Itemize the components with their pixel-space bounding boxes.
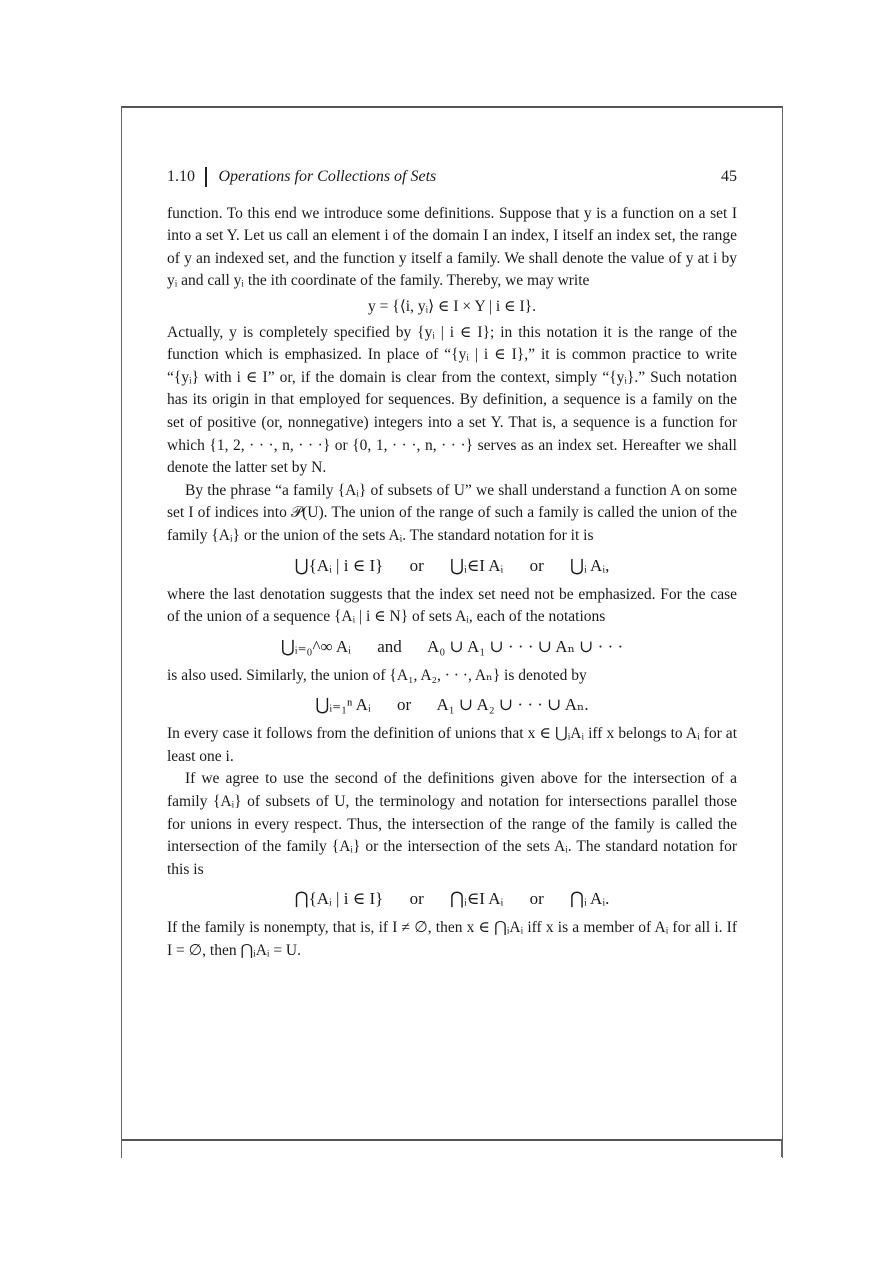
- paragraph-intersection-membership: If the family is nonempty, that is, if I ≠ ∅, then x ∈ ⋂ᵢAᵢ iff x is a member of Aᵢ for all i. If I = ∅, then ⋂ᵢAᵢ = U.: [167, 919, 737, 960]
- section-number: 1.10: [167, 168, 195, 185]
- or-word: or: [396, 695, 412, 715]
- union-notation-indexed: ⋃ᵢ∈I Aᵢ: [450, 555, 504, 575]
- union-notation-set: ⋃{Aᵢ | i ∈ I}: [294, 555, 384, 575]
- or-word: or: [529, 555, 544, 575]
- intersection-notation-set: ⋂{Aᵢ | i ∈ I}: [294, 889, 384, 909]
- header-rule: [205, 167, 207, 187]
- equation-finite-union: [167, 690, 737, 720]
- equation-family: y = {⟨i, yᵢ⟩ ∈ I × Y | i ∈ I}.: [368, 297, 536, 315]
- union-finite-expanded: A₁ ∪ A₂ ∪ · · · ∪ Aₙ.: [436, 695, 589, 715]
- paragraph-sequence: Actually, y is completely specified by {yᵢ | i ∈ I}; in this notation it is the range of the function which is emphasized. In place of “{yᵢ | i ∈ I},” it is common practice to write “{yᵢ} with i ∈ I” or, if the domain is clear from the context, simply “{yᵢ}.” Such notation has its origin in that employed for sequences. By definition, a sequence is a family on the set of positive (or, nonnegative) integers into a set Y. That is, a sequence is a function for which {1, 2, · · ·, n, · · ·} or {0, 1, · · ·, n, · · ·} serves as an index set. Hereafter we shall denote the latter set by N.: [167, 323, 737, 477]
- running-head: [167, 166, 737, 189]
- equation-union-notation: [167, 551, 737, 581]
- union-finite: ⋃ᵢ₌₁ⁿ Aᵢ: [315, 695, 371, 715]
- union-infinite-expanded: A₀ ∪ A₁ ∪ · · · ∪ Aₙ ∪ · · ·: [427, 636, 624, 656]
- paragraph-union-family: By the phrase “a family {Aᵢ} of subsets of U” we shall understand a function A on some set I of indices into 𝒫(U). The union of the range of such a family is called the union of the family {Aᵢ} or the union of the sets Aᵢ. The standard notation for it is: [167, 481, 737, 544]
- or-word: or: [409, 889, 424, 909]
- paragraph-family-definition: function. To this end we introduce some definitions. Suppose that y is a function on a set I into a set Y. Let us call an element i of the domain I an index, I itself an index set, the range of y an indexed set, and the function y itself a family. We shall denote the value of y at i by yᵢ and call yᵢ the ith coordinate of the family. Thereby, we may write: [167, 204, 737, 290]
- equation-intersection-notation: [167, 884, 737, 914]
- frame-tail-right: [781, 1139, 782, 1157]
- paragraph-union-membership: In every case it follows from the definition of unions that x ∈ ⋃ᵢAᵢ iff x belongs to Aᵢ for at least one i.: [167, 725, 737, 765]
- or-word: or: [409, 555, 424, 575]
- paragraph-finite-union: is also used. Similarly, the union of {A₁, A₂, · · ·, Aₙ} is denoted by: [167, 666, 587, 684]
- page-number: 45: [721, 168, 737, 185]
- intersection-notation-indexed: ⋂ᵢ∈I Aᵢ: [450, 889, 504, 909]
- and-word: and: [377, 636, 402, 656]
- or-word: or: [529, 889, 544, 909]
- frame-tail-left: [121, 1139, 122, 1157]
- paragraph-sequence-union: where the last denotation suggests that the index set need not be emphasized. For the case of the union of a sequence {Aᵢ | i ∈ N} of sets Aᵢ, each of the notations: [167, 585, 737, 626]
- section-title: Operations for Collections of Sets: [218, 168, 437, 185]
- union-notation-short: ⋃ᵢ Aᵢ,: [570, 555, 610, 575]
- paragraph-intersection: If we agree to use the second of the definitions given above for the intersection of a family {Aᵢ} of subsets of U, the terminology and notation for intersections parallel those for unions in every respect. Thus, the intersection of the range of the family is called the intersection of the family {Aᵢ} or the intersection of the sets Aᵢ. The standard notation for this is: [167, 770, 737, 878]
- equation-sequence-union: [167, 632, 737, 662]
- page-frame-bottom: [121, 1139, 783, 1141]
- intersection-notation-short: ⋂ᵢ Aᵢ.: [570, 889, 610, 909]
- union-infinite: ⋃ᵢ₌₀^∞ Aᵢ: [280, 636, 351, 656]
- book-page: [167, 160, 737, 963]
